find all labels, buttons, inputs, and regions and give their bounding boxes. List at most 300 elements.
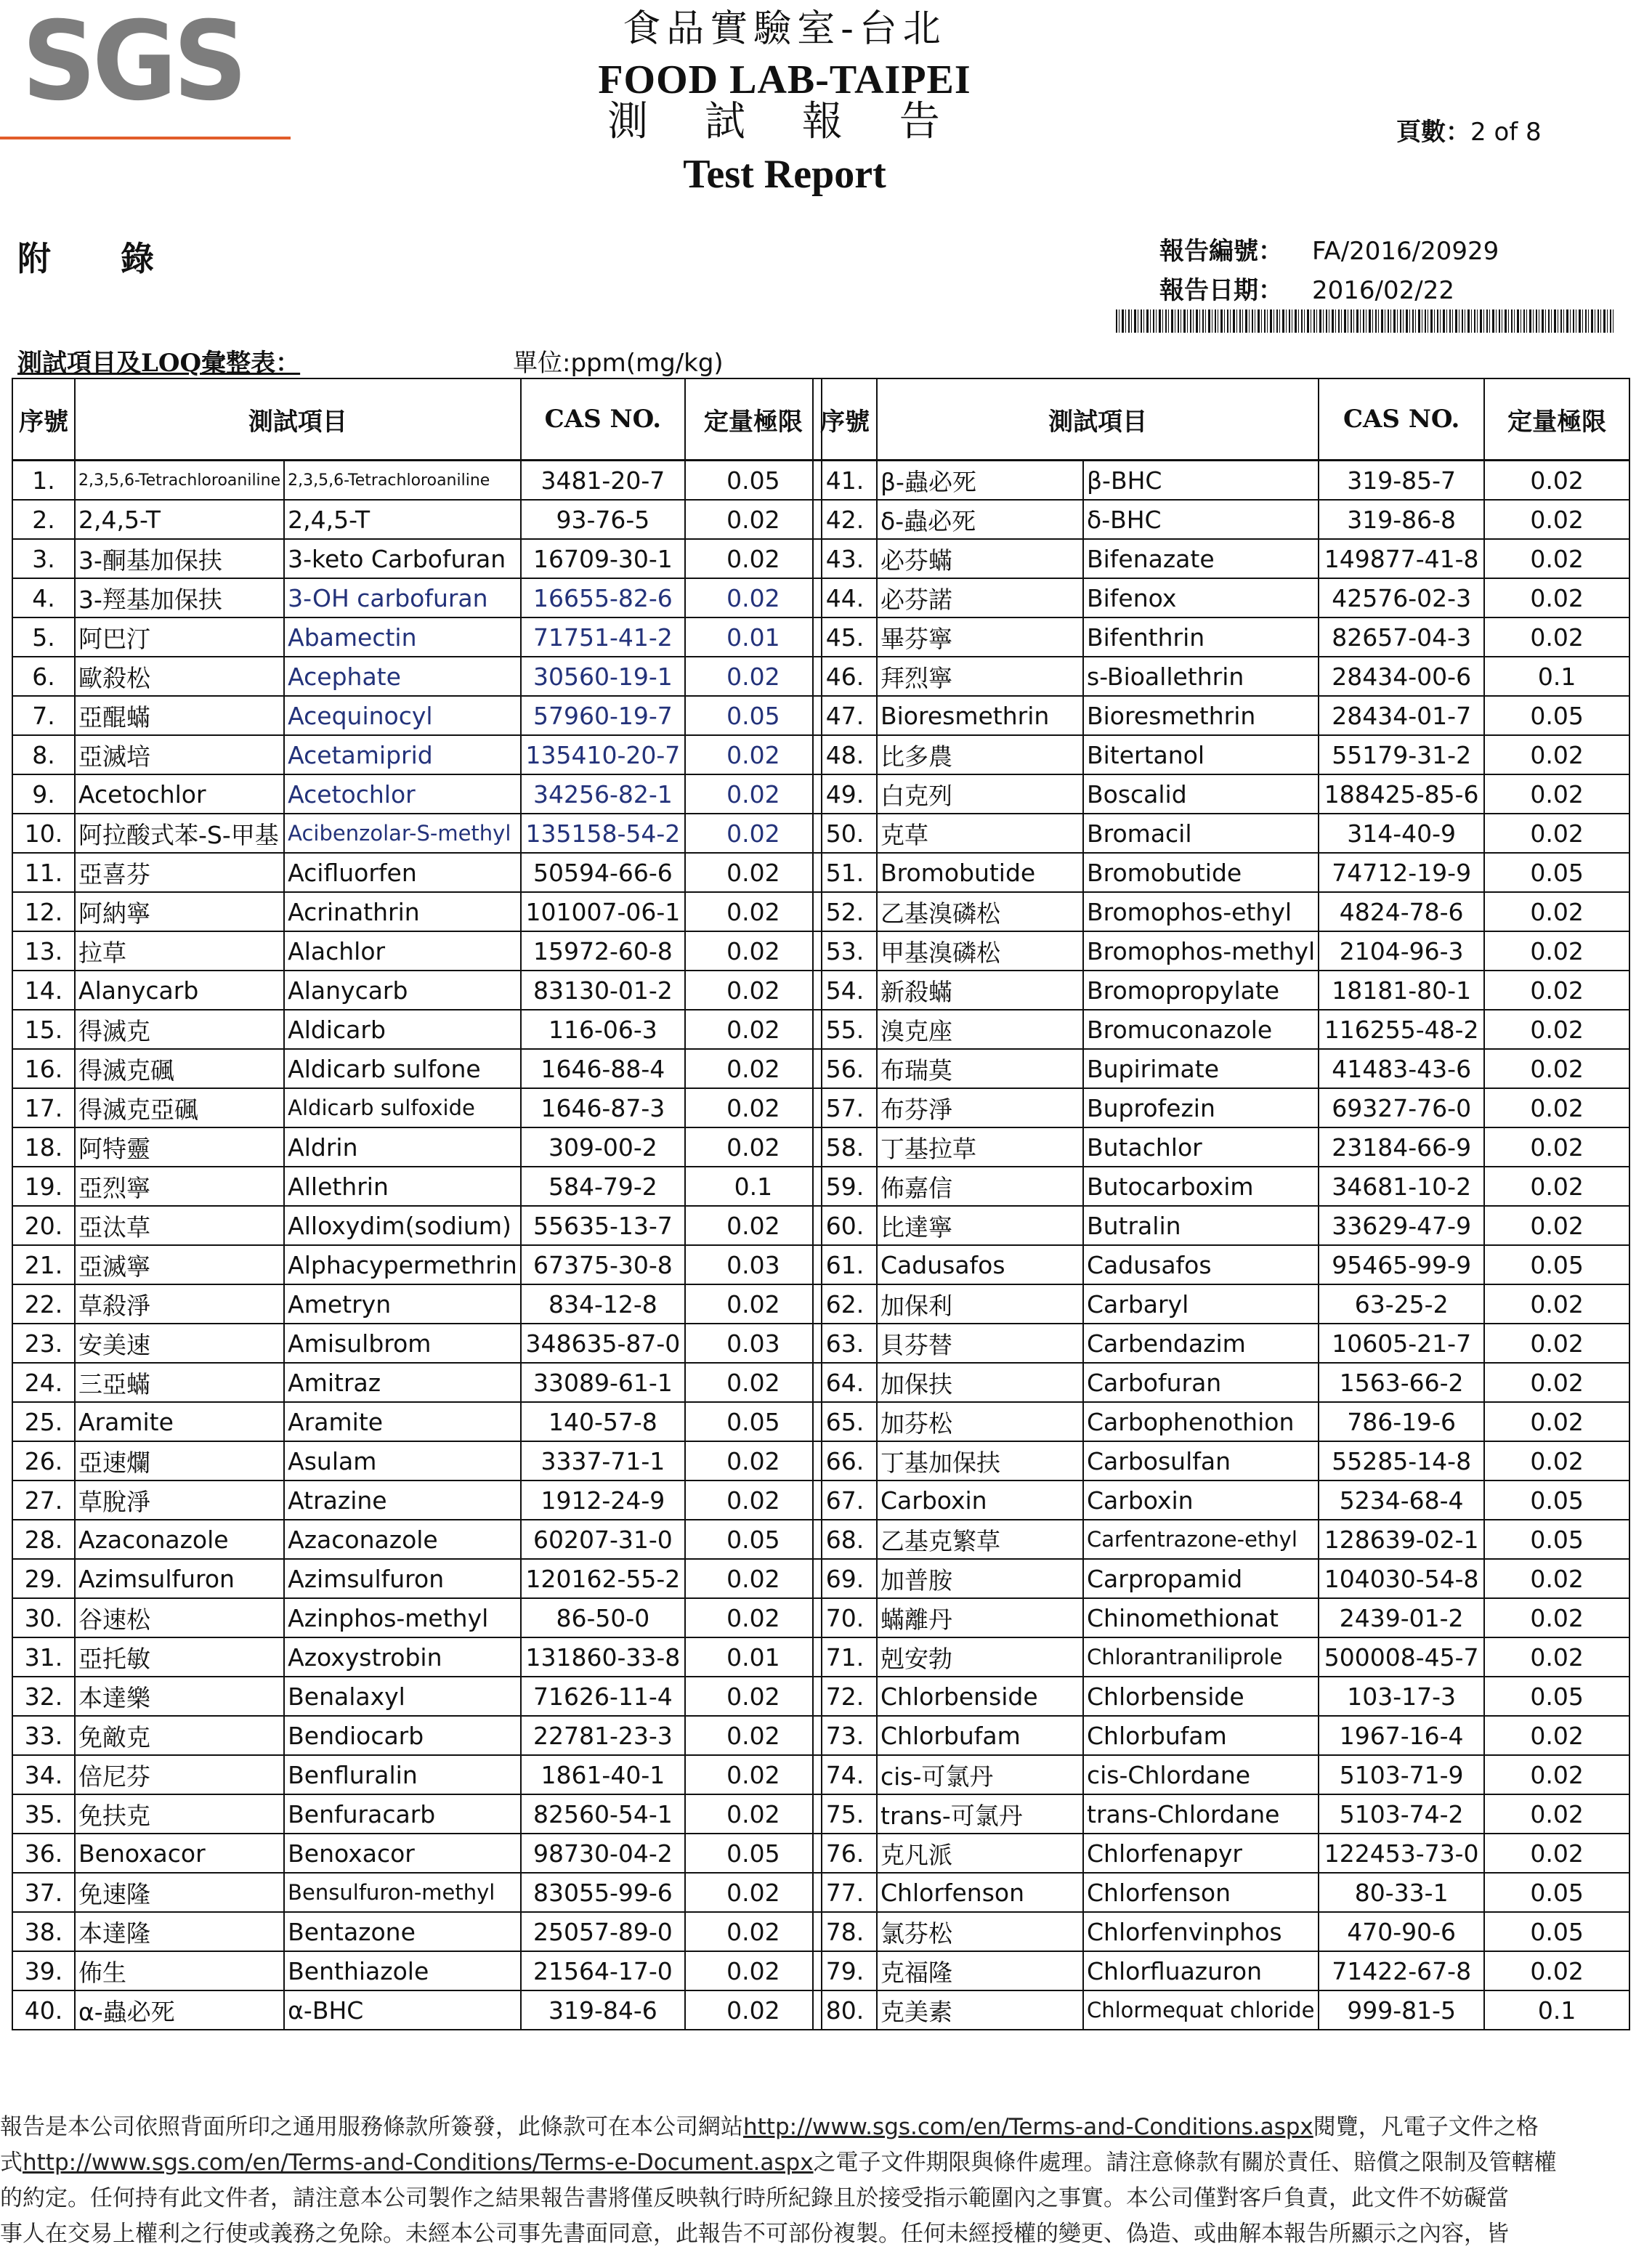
item-name-en: Bioresmethrin: [1083, 696, 1319, 735]
row-number: 40.: [12, 1990, 75, 2030]
cas-number: 999-81-5: [1319, 1990, 1484, 2030]
table-row: [813, 1363, 1629, 1402]
cas-number: 101007-06-1: [521, 892, 685, 931]
table-row: [12, 1637, 822, 1677]
cas-number: 470-90-6: [1319, 1912, 1484, 1951]
table-row: [813, 578, 1629, 617]
table-row: [813, 1441, 1629, 1481]
cas-number: 314-40-9: [1319, 814, 1484, 853]
unit-label: 單位:ppm(mg/kg): [513, 349, 724, 378]
item-name-zh: β-蟲必死: [877, 461, 1083, 501]
item-name-zh: Chlorbufam: [877, 1716, 1083, 1755]
table-row: [813, 1167, 1629, 1206]
cas-number: 128639-02-1: [1319, 1520, 1484, 1559]
row-number: 43.: [813, 539, 877, 578]
item-name-en: Bupirimate: [1083, 1049, 1319, 1088]
item-name-en: Azinphos-methyl: [284, 1598, 521, 1637]
item-name-en: Bromopropylate: [1083, 971, 1319, 1010]
row-number: 44.: [813, 578, 877, 617]
item-name-zh: cis-可氯丹: [877, 1755, 1083, 1794]
row-number: 55.: [813, 1010, 877, 1049]
loq-value: 0.02: [1484, 971, 1629, 1010]
table-row: [12, 1206, 822, 1245]
cas-number: 55179-31-2: [1319, 735, 1484, 774]
loq-value: 0.02: [685, 1598, 822, 1637]
table-row: [813, 657, 1629, 696]
loq-value: 0.05: [1484, 1481, 1629, 1520]
cas-number: 80-33-1: [1319, 1873, 1484, 1912]
cas-number: 86-50-0: [521, 1598, 685, 1637]
row-number: 23.: [12, 1324, 75, 1363]
item-name-zh: 3-羥基加保扶: [75, 578, 284, 617]
item-name-zh: 本達隆: [75, 1912, 284, 1951]
item-name-en: Bifenazate: [1083, 539, 1319, 578]
item-name-en: Carbosulfan: [1083, 1441, 1319, 1481]
row-number: 36.: [12, 1834, 75, 1873]
table-row: [813, 853, 1629, 892]
item-name-en: Carboxin: [1083, 1481, 1319, 1520]
loq-value: 0.02: [685, 1755, 822, 1794]
table-row: [12, 500, 822, 539]
cas-number: 309-00-2: [521, 1127, 685, 1167]
cas-number: 3337-71-1: [521, 1441, 685, 1481]
cas-number: 1646-88-4: [521, 1049, 685, 1088]
item-name-zh: 3-酮基加保扶: [75, 539, 284, 578]
item-name-en: Aldicarb sulfoxide: [284, 1088, 521, 1127]
item-name-en: Bromuconazole: [1083, 1010, 1319, 1049]
table-row: [12, 892, 822, 931]
cas-number: 83055-99-6: [521, 1873, 685, 1912]
table-row: [813, 500, 1629, 539]
row-number: 24.: [12, 1363, 75, 1402]
row-number: 1.: [12, 461, 75, 501]
loq-value: 0.02: [685, 1912, 822, 1951]
loq-value: 0.02: [685, 1206, 822, 1245]
cas-number: 1563-66-2: [1319, 1363, 1484, 1402]
item-name-zh: trans-可氯丹: [877, 1794, 1083, 1834]
item-name-zh: 甲基溴磷松: [877, 931, 1083, 971]
item-name-en: Carpropamid: [1083, 1559, 1319, 1598]
loq-value: 0.02: [1484, 1284, 1629, 1324]
row-number: 48.: [813, 735, 877, 774]
e-document-terms-link[interactable]: http://www.sgs.com/en/Terms-and-Conditions/Terms-e-Document.aspx: [23, 2150, 814, 2176]
loq-value: 0.05: [1484, 1677, 1629, 1716]
col-header-loq: 定量極限: [685, 378, 822, 461]
loq-value: 0.02: [685, 853, 822, 892]
cas-number: 116-06-3: [521, 1010, 685, 1049]
cas-number: 67375-30-8: [521, 1245, 685, 1284]
table-row: [813, 1127, 1629, 1167]
item-name-zh: 布芬淨: [877, 1088, 1083, 1127]
item-name-zh: 草殺淨: [75, 1284, 284, 1324]
loq-value: 0.02: [685, 892, 822, 931]
loq-value: 0.01: [685, 1637, 822, 1677]
loq-value: 0.05: [1484, 1520, 1629, 1559]
item-name-en: Carbofuran: [1083, 1363, 1319, 1402]
item-name-zh: 亞滅寧: [75, 1245, 284, 1284]
item-name-en: Acifluorfen: [284, 853, 521, 892]
row-number: 27.: [12, 1481, 75, 1520]
loq-value: 0.02: [685, 1716, 822, 1755]
item-name-en: Chlorbufam: [1083, 1716, 1319, 1755]
item-name-en: Abamectin: [284, 617, 521, 657]
loq-value: 0.02: [1484, 1559, 1629, 1598]
cas-number: 95465-99-9: [1319, 1245, 1484, 1284]
item-name-zh: 亞速爛: [75, 1441, 284, 1481]
table-row: [813, 1010, 1629, 1049]
cas-number: 71422-67-8: [1319, 1951, 1484, 1990]
report-title-en: Test Report: [683, 152, 886, 197]
table-row: [12, 1167, 822, 1206]
item-name-zh: 亞醌蟎: [75, 696, 284, 735]
cas-number: 319-86-8: [1319, 500, 1484, 539]
cas-number: 135410-20-7: [521, 735, 685, 774]
cas-number: 21564-17-0: [521, 1951, 685, 1990]
table-row: [813, 1088, 1629, 1127]
item-name-en: Chinomethionat: [1083, 1598, 1319, 1637]
footer-text: 之電子文件期限與條件處理。請注意條款有關於責任、賠償之限制及管轄權: [813, 2150, 1557, 2176]
loq-value: 0.1: [685, 1167, 822, 1206]
loq-value: 0.02: [1484, 892, 1629, 931]
cas-number: 104030-54-8: [1319, 1559, 1484, 1598]
loq-value: 0.02: [1484, 1324, 1629, 1363]
item-name-zh: 蟎離丹: [877, 1598, 1083, 1637]
cas-number: 5103-74-2: [1319, 1794, 1484, 1834]
table-row: [12, 696, 822, 735]
row-number: 30.: [12, 1598, 75, 1637]
table-row: [813, 735, 1629, 774]
item-name-en: Amisulbrom: [284, 1324, 521, 1363]
footer-disclaimer: [0, 2110, 1652, 2252]
row-number: 63.: [813, 1324, 877, 1363]
table-row: [12, 657, 822, 696]
row-number: 29.: [12, 1559, 75, 1598]
item-name-zh: 加芬松: [877, 1402, 1083, 1441]
row-number: 37.: [12, 1873, 75, 1912]
cas-number: 55285-14-8: [1319, 1441, 1484, 1481]
item-name-zh: 必芬諾: [877, 578, 1083, 617]
loq-value: 0.02: [685, 1481, 822, 1520]
loq-value: 0.05: [1484, 853, 1629, 892]
item-name-zh: 剋安勃: [877, 1637, 1083, 1677]
table-row: [813, 1677, 1629, 1716]
item-name-zh: Alanycarb: [75, 971, 284, 1010]
item-name-zh: 阿特靈: [75, 1127, 284, 1167]
row-number: 45.: [813, 617, 877, 657]
loq-value: 0.02: [685, 1363, 822, 1402]
item-name-zh: 氯芬松: [877, 1912, 1083, 1951]
item-name-en: Bifenthrin: [1083, 617, 1319, 657]
row-number: 16.: [12, 1049, 75, 1088]
table-row: [12, 814, 822, 853]
item-name-zh: 免速隆: [75, 1873, 284, 1912]
item-name-zh: 谷速松: [75, 1598, 284, 1637]
item-name-zh: 丁基拉草: [877, 1127, 1083, 1167]
cas-number: 22781-23-3: [521, 1716, 685, 1755]
item-name-zh: Benoxacor: [75, 1834, 284, 1873]
report-number-label: 報告編號：: [1159, 237, 1283, 266]
item-name-en: Amitraz: [284, 1363, 521, 1402]
item-name-en: Boscalid: [1083, 774, 1319, 814]
item-name-en: Butralin: [1083, 1206, 1319, 1245]
row-number: 51.: [813, 853, 877, 892]
loq-value: 0.01: [685, 617, 822, 657]
loq-value: 0.02: [1484, 1794, 1629, 1834]
cas-number: 16709-30-1: [521, 539, 685, 578]
item-name-zh: 比達寧: [877, 1206, 1083, 1245]
item-name-zh: α-蟲必死: [75, 1990, 284, 2030]
cas-number: 83130-01-2: [521, 971, 685, 1010]
cas-number: 69327-76-0: [1319, 1088, 1484, 1127]
table-row: [12, 1010, 822, 1049]
table-row: [12, 1127, 822, 1167]
item-name-en: Bromophos-methyl: [1083, 931, 1319, 971]
item-name-en: Aldrin: [284, 1127, 521, 1167]
row-number: 33.: [12, 1716, 75, 1755]
table-row: [12, 1402, 822, 1441]
item-name-zh: 佈生: [75, 1951, 284, 1990]
item-name-zh: 得滅克: [75, 1010, 284, 1049]
table-row: [12, 1245, 822, 1284]
cas-number: 74712-19-9: [1319, 853, 1484, 892]
loq-value: 0.02: [685, 735, 822, 774]
row-number: 41.: [813, 461, 877, 501]
loq-value: 0.05: [685, 461, 822, 501]
cas-number: 82560-54-1: [521, 1794, 685, 1834]
item-name-en: Alloxydim(sodium): [284, 1206, 521, 1245]
item-name-en: Chlorfenvinphos: [1083, 1912, 1319, 1951]
cas-number: 23184-66-9: [1319, 1127, 1484, 1167]
terms-link[interactable]: http://www.sgs.com/en/Terms-and-Conditions.aspx: [743, 2114, 1313, 2140]
row-number: 50.: [813, 814, 877, 853]
row-number: 20.: [12, 1206, 75, 1245]
item-name-zh: Chlorfenson: [877, 1873, 1083, 1912]
footer-text: 報告是本公司依照背面所印之通用服務條款所簽發，此條款可在本公司網站: [0, 2114, 743, 2140]
item-name-zh: 拉草: [75, 931, 284, 971]
row-number: 52.: [813, 892, 877, 931]
item-name-en: Benalaxyl: [284, 1677, 521, 1716]
table-row: [12, 1088, 822, 1127]
item-name-zh: Carboxin: [877, 1481, 1083, 1520]
loq-value: 0.02: [1484, 931, 1629, 971]
cas-number: 348635-87-0: [521, 1324, 685, 1363]
loq-value: 0.02: [1484, 1402, 1629, 1441]
cas-number: 131860-33-8: [521, 1637, 685, 1677]
item-name-en: Acequinocyl: [284, 696, 521, 735]
appendix-label: 附 錄: [17, 239, 184, 278]
row-number: 74.: [813, 1755, 877, 1794]
table-row: [813, 1598, 1629, 1637]
table-row: [813, 1049, 1629, 1088]
item-name-en: Butocarboxim: [1083, 1167, 1319, 1206]
loq-value: 0.02: [685, 774, 822, 814]
item-name-en: 2,3,5,6-Tetrachloroaniline: [284, 461, 521, 501]
row-number: 14.: [12, 971, 75, 1010]
loq-value: 0.05: [685, 1520, 822, 1559]
report-number: [1159, 231, 1499, 267]
table-row: [12, 1520, 822, 1559]
loq-value: 0.03: [685, 1245, 822, 1284]
item-name-zh: 免敵克: [75, 1716, 284, 1755]
item-name-en: trans-Chlordane: [1083, 1794, 1319, 1834]
item-name-zh: 本達樂: [75, 1677, 284, 1716]
item-name-en: β-BHC: [1083, 461, 1319, 501]
cas-number: 71626-11-4: [521, 1677, 685, 1716]
item-name-zh: 加保利: [877, 1284, 1083, 1324]
cas-number: 71751-41-2: [521, 617, 685, 657]
loq-value: 0.02: [685, 1284, 822, 1324]
cas-number: 63-25-2: [1319, 1284, 1484, 1324]
loq-value: 0.05: [1484, 696, 1629, 735]
item-name-en: Carbophenothion: [1083, 1402, 1319, 1441]
item-name-en: 3-keto Carbofuran: [284, 539, 521, 578]
item-name-en: Acrinathrin: [284, 892, 521, 931]
row-number: 66.: [813, 1441, 877, 1481]
cas-number: 82657-04-3: [1319, 617, 1484, 657]
report-date-label: 報告日期：: [1159, 276, 1283, 305]
table-row: [12, 1716, 822, 1755]
loq-value: 0.02: [1484, 1127, 1629, 1167]
table-row: [813, 1637, 1629, 1677]
loq-value: 0.03: [685, 1324, 822, 1363]
loq-value: 0.02: [1484, 1363, 1629, 1402]
item-name-en: Ametryn: [284, 1284, 521, 1324]
cas-number: 16655-82-6: [521, 578, 685, 617]
table-row: [12, 1951, 822, 1990]
item-name-en: Alphacypermethrin: [284, 1245, 521, 1284]
table-row: [12, 931, 822, 971]
cas-number: 3481-20-7: [521, 461, 685, 501]
barcode: [1116, 309, 1614, 333]
item-name-en: Allethrin: [284, 1167, 521, 1206]
loq-table-right: [812, 378, 1630, 2030]
row-number: 4.: [12, 578, 75, 617]
cas-number: 5234-68-4: [1319, 1481, 1484, 1520]
item-name-zh: 克福隆: [877, 1951, 1083, 1990]
item-name-zh: 歐殺松: [75, 657, 284, 696]
item-name-zh: 溴克座: [877, 1010, 1083, 1049]
loq-value: 0.05: [1484, 1245, 1629, 1284]
cas-number: 34681-10-2: [1319, 1167, 1484, 1206]
row-number: 18.: [12, 1127, 75, 1167]
table-row: [12, 774, 822, 814]
col-header-no: 序號: [12, 378, 75, 461]
cas-number: 188425-85-6: [1319, 774, 1484, 814]
cas-number: 103-17-3: [1319, 1677, 1484, 1716]
item-name-zh: 阿巴汀: [75, 617, 284, 657]
table-row: [813, 1559, 1629, 1598]
loq-value: 0.02: [685, 500, 822, 539]
table-row: [12, 1794, 822, 1834]
loq-value: 0.02: [685, 1677, 822, 1716]
table-row: [12, 1873, 822, 1912]
item-name-zh: 亞托敏: [75, 1637, 284, 1677]
item-name-en: Benthiazole: [284, 1951, 521, 1990]
cas-number: 57960-19-7: [521, 696, 685, 735]
item-name-en: Carbendazim: [1083, 1324, 1319, 1363]
table-row: [12, 461, 822, 501]
table-row: [813, 1794, 1629, 1834]
item-name-zh: 貝芬替: [877, 1324, 1083, 1363]
row-number: 32.: [12, 1677, 75, 1716]
cas-number: 50594-66-6: [521, 853, 685, 892]
loq-value: 0.02: [1484, 1441, 1629, 1481]
row-number: 46.: [813, 657, 877, 696]
item-name-zh: 拜烈寧: [877, 657, 1083, 696]
row-number: 78.: [813, 1912, 877, 1951]
logo-accent-line: [0, 137, 291, 139]
table-row: [12, 1481, 822, 1520]
item-name-zh: 克草: [877, 814, 1083, 853]
col-header-item: 測試項目: [877, 378, 1319, 461]
item-name-en: Atrazine: [284, 1481, 521, 1520]
item-name-zh: 佈嘉信: [877, 1167, 1083, 1206]
item-name-zh: Bioresmethrin: [877, 696, 1083, 735]
item-name-zh: 三亞蟎: [75, 1363, 284, 1402]
table-row: [12, 1284, 822, 1324]
table-header: [813, 378, 1629, 461]
cas-number: 1967-16-4: [1319, 1716, 1484, 1755]
item-name-en: Butachlor: [1083, 1127, 1319, 1167]
loq-value: 0.02: [1484, 1755, 1629, 1794]
loq-value: 0.02: [685, 539, 822, 578]
item-name-en: Chlorbenside: [1083, 1677, 1319, 1716]
table-row: [813, 539, 1629, 578]
cas-number: 30560-19-1: [521, 657, 685, 696]
table-row: [813, 1951, 1629, 1990]
table-row: [813, 1520, 1629, 1559]
row-number: 75.: [813, 1794, 877, 1834]
cas-number: 135158-54-2: [521, 814, 685, 853]
item-name-zh: Aramite: [75, 1402, 284, 1441]
table-row: [813, 1284, 1629, 1324]
cas-number: 60207-31-0: [521, 1520, 685, 1559]
row-number: 6.: [12, 657, 75, 696]
item-name-en: Chlorfenson: [1083, 1873, 1319, 1912]
row-number: 77.: [813, 1873, 877, 1912]
item-name-zh: Bromobutide: [877, 853, 1083, 892]
loq-value: 0.02: [1484, 617, 1629, 657]
table-row: [813, 971, 1629, 1010]
table-row: [813, 1324, 1629, 1363]
table-row: [813, 1912, 1629, 1951]
table-row: [12, 1049, 822, 1088]
row-number: 64.: [813, 1363, 877, 1402]
item-name-en: Chlorfenapyr: [1083, 1834, 1319, 1873]
loq-value: 0.02: [1484, 1637, 1629, 1677]
item-name-zh: 比多農: [877, 735, 1083, 774]
loq-value: 0.05: [1484, 1912, 1629, 1951]
item-name-zh: 克美素: [877, 1990, 1083, 2030]
cas-number: 10605-21-7: [1319, 1324, 1484, 1363]
row-number: 8.: [12, 735, 75, 774]
loq-value: 0.02: [1484, 735, 1629, 774]
item-name-en: Bromophos-ethyl: [1083, 892, 1319, 931]
item-name-zh: 布瑞莫: [877, 1049, 1083, 1088]
item-name-en: Azaconazole: [284, 1520, 521, 1559]
row-number: 42.: [813, 500, 877, 539]
loq-value: 0.02: [685, 578, 822, 617]
row-number: 58.: [813, 1127, 877, 1167]
loq-value: 0.02: [685, 657, 822, 696]
row-number: 2.: [12, 500, 75, 539]
row-number: 26.: [12, 1441, 75, 1481]
item-name-zh: Azimsulfuron: [75, 1559, 284, 1598]
item-name-en: Chlorantraniliprole: [1083, 1637, 1319, 1677]
row-number: 70.: [813, 1598, 877, 1637]
item-name-zh: 亞喜芬: [75, 853, 284, 892]
item-name-zh: 阿拉酸式苯-S-甲基: [75, 814, 284, 853]
